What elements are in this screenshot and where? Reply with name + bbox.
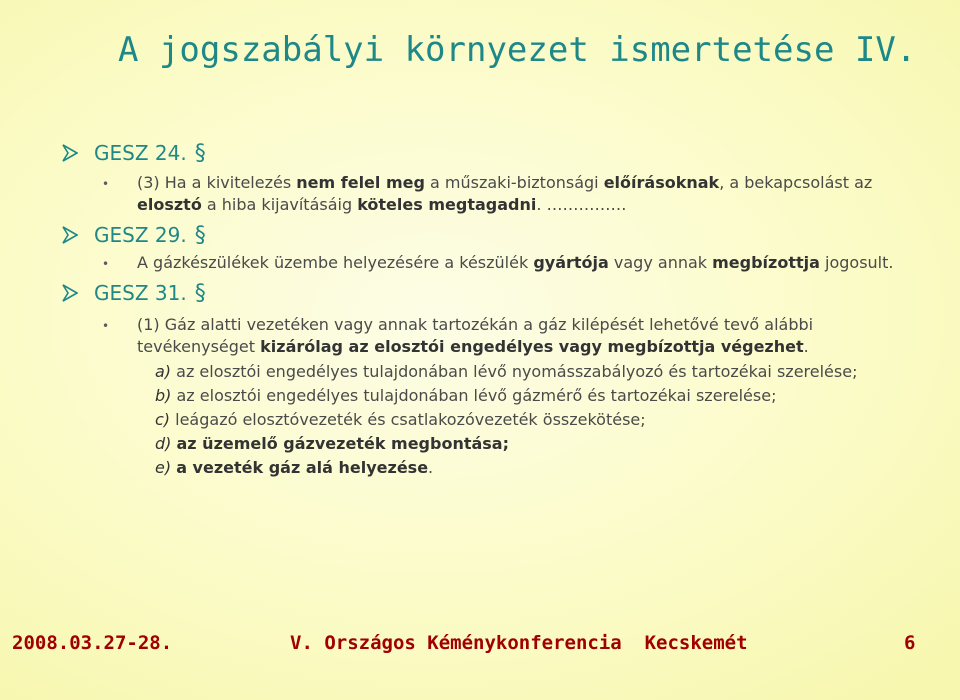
item-letter: e) — [155, 458, 172, 477]
text-run: A gázkészülékek üzembe helyezésére a készülék — [137, 253, 534, 272]
item-letter: a) — [155, 362, 172, 381]
text-run: jogosult. — [819, 253, 894, 272]
bold-run: megbízottja — [712, 253, 820, 272]
item-letter: d) — [155, 434, 172, 453]
bold-run: az üzemelő gázvezeték megbontása; — [176, 434, 509, 453]
sub-list — [155, 360, 942, 480]
bold-run: köteles megtagadni — [357, 195, 537, 214]
dot-bullet-icon: • — [102, 257, 110, 271]
arrow-bullet-icon — [62, 144, 80, 162]
list-item — [155, 456, 942, 480]
bullet-item — [102, 172, 902, 216]
footer-page-number: 6 — [904, 632, 916, 654]
paragraph-sign: § — [194, 280, 206, 306]
text-run: vagy annak — [608, 253, 713, 272]
list-item — [155, 360, 942, 384]
arrow-bullet-icon — [62, 226, 80, 244]
bold-run: gyártója — [533, 253, 609, 272]
section-heading — [62, 222, 942, 248]
bold-run: a vezeték gáz alá helyezése — [176, 458, 429, 477]
bold-run: kizárólag az elosztói engedélyes vagy megbízottja végezhet — [260, 337, 804, 356]
slide-title: A jogszabályi környezet ismertetése IV. — [118, 30, 917, 70]
dot-bullet-icon: • — [102, 319, 110, 333]
item-letter: c) — [155, 410, 171, 429]
text-run: (1) Gáz alatti vezetéken vagy annak tartozékán a gáz kilépését lehetővé tevő alábbi tevékenységet — [137, 315, 814, 356]
bullet-item — [102, 314, 922, 358]
section-title: GESZ 24. — [94, 141, 187, 165]
footer-event: V. Országos Kéménykonferencia Kecskemét — [290, 632, 748, 654]
section-title: GESZ 29. — [94, 223, 187, 247]
bullet-text — [137, 252, 902, 274]
bold-run: nem felel meg — [296, 173, 425, 192]
text-run: . …………… — [536, 195, 627, 214]
list-item — [155, 432, 942, 456]
section-heading — [62, 280, 942, 306]
paragraph-sign: § — [194, 222, 206, 248]
list-item — [155, 408, 942, 432]
text-run: . — [803, 337, 809, 356]
text-run: . — [428, 458, 434, 477]
text-run: (3) Ha a kivitelezés — [137, 173, 297, 192]
bullet-text — [137, 172, 902, 216]
footer-date: 2008.03.27-28. — [12, 632, 173, 654]
text-run: leágazó elosztóvezeték és csatlakozóvezeték összekötése; — [170, 410, 646, 429]
arrow-bullet-icon — [62, 284, 80, 302]
item-letter: b) — [155, 386, 172, 405]
section-title: GESZ 31. — [94, 281, 187, 305]
bullet-text — [137, 314, 922, 358]
bullet-item — [102, 252, 902, 274]
text-run: az elosztói engedélyes tulajdonában lévő nyomásszabályozó és tartozékai szerelése; — [171, 362, 858, 381]
text-run: a műszaki-biztonsági — [424, 173, 604, 192]
text-run: a hiba kijavításáig — [201, 195, 358, 214]
list-item — [155, 384, 942, 408]
text-run: , a bekapcsolást az — [719, 173, 873, 192]
dot-bullet-icon: • — [102, 177, 110, 191]
slide-footer — [0, 632, 960, 660]
bold-run: előírásoknak — [603, 173, 720, 192]
section-heading — [62, 140, 942, 166]
paragraph-sign: § — [194, 140, 206, 166]
content-area — [62, 140, 942, 480]
text-run: az elosztói engedélyes tulajdonában lévő gázmérő és tartozékai szerelése; — [171, 386, 777, 405]
bold-run: elosztó — [137, 195, 202, 214]
